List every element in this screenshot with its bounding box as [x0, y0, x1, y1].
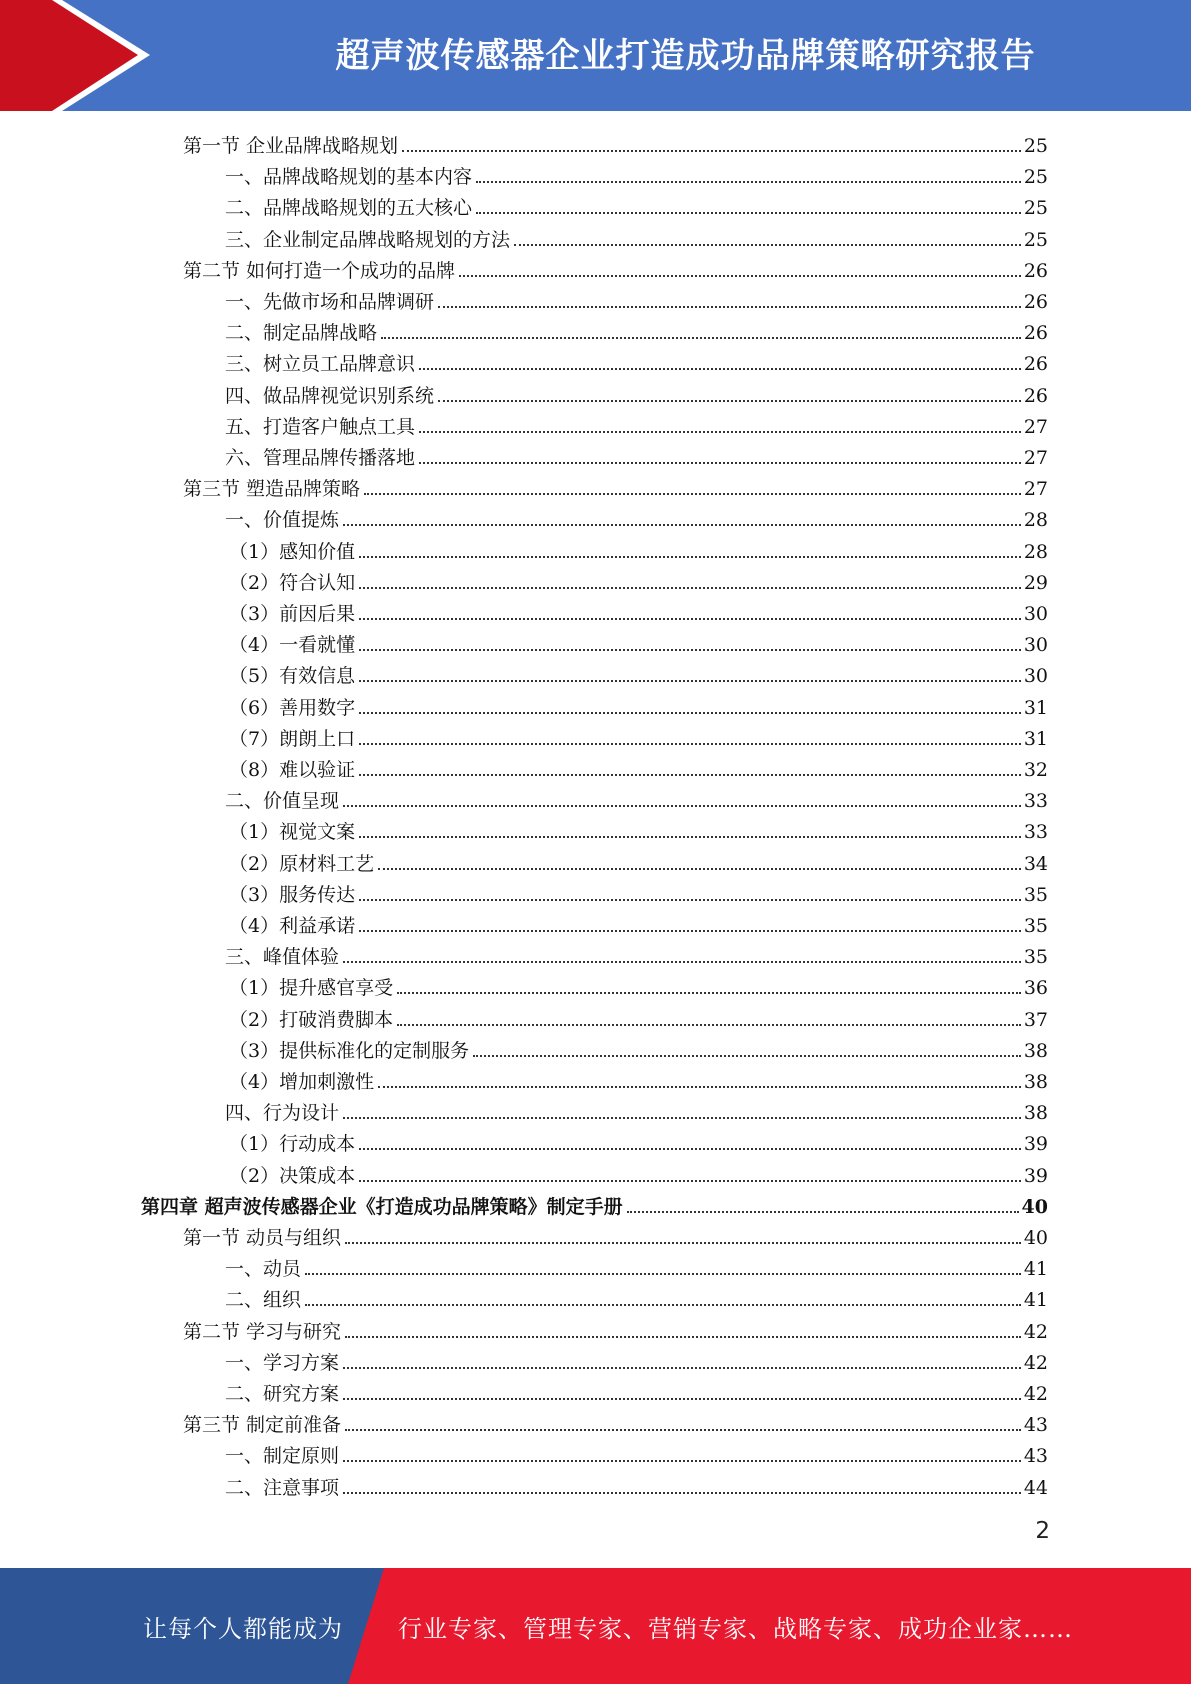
toc-entry[interactable]	[225, 501, 1048, 532]
toc-entry[interactable]	[229, 876, 1048, 907]
toc-entry-title: （3）服务传达	[229, 883, 356, 906]
toc-entry[interactable]	[225, 189, 1048, 220]
toc-entry-page: 28	[1023, 509, 1048, 532]
toc-dot-leader	[364, 493, 1021, 495]
toc-entry[interactable]	[229, 751, 1048, 782]
toc-entry-title: 一、品牌战略规划的基本内容	[225, 166, 473, 189]
toc-entry-title: 一、价值提炼	[225, 509, 340, 532]
toc-entry-title: 第一节 企业品牌战略规划	[183, 135, 399, 157]
toc-entry-title: 六、管理品牌传播落地	[225, 447, 416, 469]
toc-entry-title: 第三节 制定前准备	[183, 1414, 342, 1437]
toc-entry-page: 35	[1023, 883, 1048, 906]
toc-dot-leader	[381, 337, 1021, 339]
toc-entry[interactable]	[225, 283, 1048, 314]
toc-dot-leader	[345, 1336, 1021, 1338]
toc-entry[interactable]	[229, 533, 1048, 564]
toc-entry-title: （1）行动成本	[229, 1133, 356, 1156]
toc-entry-page: 36	[1023, 977, 1048, 1000]
toc-entry-title: （7）朗朗上口	[229, 727, 356, 750]
toc-dot-leader	[345, 1242, 1021, 1244]
toc-entry[interactable]	[229, 657, 1048, 688]
toc-entry[interactable]	[183, 1219, 1048, 1250]
toc-dot-leader	[627, 1211, 1019, 1213]
toc-dot-leader	[359, 899, 1021, 901]
toc-entry-title: 一、动员	[225, 1258, 302, 1281]
header-arrow-icon	[0, 0, 160, 111]
toc-dot-leader	[359, 712, 1021, 714]
toc-entry[interactable]	[229, 845, 1048, 876]
toc-entry-page: 32	[1023, 759, 1048, 781]
toc-entry[interactable]	[225, 1344, 1048, 1375]
toc-entry[interactable]	[183, 470, 1048, 501]
toc-entry[interactable]	[229, 564, 1048, 595]
toc-dot-leader	[397, 1024, 1021, 1026]
toc-dot-leader	[402, 150, 1021, 152]
toc-entry-page: 40	[1023, 1227, 1048, 1249]
toc-entry-page: 40	[1021, 1195, 1048, 1218]
toc-entry-page: 33	[1023, 821, 1048, 844]
toc-entry[interactable]	[225, 314, 1048, 345]
toc-entry-title: 二、研究方案	[225, 1383, 340, 1405]
toc-entry-page: 38	[1023, 1102, 1048, 1125]
toc-entry-page: 35	[1023, 915, 1048, 937]
toc-dot-leader	[343, 524, 1021, 526]
toc-entry-title: （4）增加刺激性	[229, 1071, 375, 1093]
toc-entry[interactable]	[229, 813, 1048, 844]
toc-entry[interactable]	[225, 408, 1048, 439]
toc-dot-leader	[359, 743, 1021, 745]
toc-entry-page: 27	[1023, 478, 1048, 501]
toc-entry-page: 38	[1023, 1039, 1048, 1062]
toc-entry-page: 44	[1023, 1476, 1048, 1499]
toc-dot-leader	[359, 774, 1021, 776]
toc-entry-title: （2）原材料工艺	[229, 852, 375, 875]
toc-dot-leader	[345, 1429, 1021, 1431]
toc-entry[interactable]	[229, 969, 1048, 1000]
toc-entry-page: 37	[1023, 1008, 1048, 1031]
toc-entry[interactable]	[225, 782, 1048, 813]
toc-entry-title: （8）难以验证	[229, 759, 356, 781]
toc-entry-page: 43	[1023, 1445, 1048, 1468]
toc-entry-title: （3）提供标准化的定制服务	[229, 1039, 470, 1062]
toc-entry-page: 26	[1023, 353, 1048, 376]
toc-entry[interactable]	[229, 1157, 1048, 1188]
toc-entry[interactable]	[225, 1469, 1048, 1500]
toc-entry-title: 一、制定原则	[225, 1445, 340, 1468]
toc-entry-page: 27	[1023, 415, 1048, 438]
toc-entry-page: 26	[1023, 322, 1048, 345]
toc-entry[interactable]	[225, 1094, 1048, 1125]
toc-entry-page: 28	[1023, 540, 1048, 563]
toc-dot-leader	[397, 992, 1021, 994]
toc-entry-page: 26	[1023, 291, 1048, 313]
header-band	[0, 0, 1191, 111]
toc-dot-leader	[359, 930, 1021, 932]
toc-dot-leader	[438, 400, 1021, 402]
toc-entry[interactable]	[229, 907, 1048, 938]
toc-entry-title: 二、注意事项	[225, 1476, 340, 1499]
toc-dot-leader	[419, 368, 1021, 370]
toc-entry-page: 42	[1023, 1383, 1048, 1405]
toc-entry[interactable]	[183, 252, 1048, 283]
toc-entry[interactable]	[229, 1063, 1048, 1094]
toc-entry-title: 第二节 学习与研究	[183, 1320, 342, 1343]
toc-entry-title: 三、树立员工品牌意识	[225, 353, 416, 376]
toc-entry-page: 30	[1023, 603, 1048, 625]
toc-entry-page: 25	[1023, 166, 1048, 189]
toc-dot-leader	[359, 1180, 1021, 1182]
toc-entry-title: 四、做品牌视觉识别系统	[225, 384, 435, 407]
toc-dot-leader	[359, 649, 1021, 651]
toc-entry[interactable]	[141, 1188, 1048, 1219]
toc-entry-title: 一、先做市场和品牌调研	[225, 291, 435, 313]
toc-entry[interactable]	[225, 1250, 1048, 1281]
toc-entry-page: 31	[1023, 696, 1048, 719]
toc-entry-page: 43	[1023, 1414, 1048, 1437]
toc-entry-title: （1）感知价值	[229, 540, 356, 563]
toc-entry[interactable]	[225, 938, 1048, 969]
toc-dot-leader	[438, 306, 1021, 308]
document-title: 超声波传感器企业打造成功品牌策略研究报告	[335, 35, 1036, 76]
toc-entry-title: 三、峰值体验	[225, 946, 340, 969]
toc-entry[interactable]	[225, 1281, 1048, 1312]
toc-dot-leader	[476, 181, 1021, 183]
footer-band	[0, 1568, 1191, 1684]
toc-dot-leader	[419, 431, 1021, 433]
toc-dot-leader	[378, 868, 1021, 870]
toc-entry-page: 34	[1023, 852, 1048, 875]
toc-entry-title: 二、制定品牌战略	[225, 322, 378, 345]
toc-dot-leader	[473, 1055, 1021, 1057]
toc-entry-page: 33	[1023, 790, 1048, 813]
toc-dot-leader	[476, 212, 1021, 214]
toc-entry-page: 42	[1023, 1351, 1048, 1374]
toc-entry[interactable]	[225, 439, 1048, 470]
footer-slogan-right: 行业专家、管理专家、营销专家、战略专家、成功企业家……	[398, 1614, 1073, 1643]
toc-entry[interactable]	[183, 1313, 1048, 1344]
toc-entry-title: （6）善用数字	[229, 696, 356, 719]
toc-entry[interactable]	[229, 595, 1048, 626]
toc-entry[interactable]	[225, 345, 1048, 376]
toc-dot-leader	[343, 1398, 1021, 1400]
toc-entry[interactable]	[183, 127, 1048, 158]
toc-entry-page: 30	[1023, 634, 1048, 657]
toc-entry-title: 第一节 动员与组织	[183, 1227, 342, 1249]
toc-dot-leader	[359, 556, 1021, 558]
toc-entry[interactable]	[229, 720, 1048, 751]
toc-dot-leader	[359, 587, 1021, 589]
toc-entry[interactable]	[225, 1437, 1048, 1468]
toc-dot-leader	[459, 275, 1021, 277]
toc-entry-title: （5）有效信息	[229, 665, 356, 688]
toc-entry-page: 39	[1023, 1133, 1048, 1156]
toc-entry-page: 25	[1023, 135, 1048, 157]
toc-entry[interactable]	[229, 1125, 1048, 1156]
toc-entry-title: （1）视觉文案	[229, 821, 356, 844]
toc-entry-title: （4）利益承诺	[229, 915, 356, 937]
toc-entry-page: 38	[1023, 1071, 1048, 1093]
toc-entry-title: （2）打破消费脚本	[229, 1008, 394, 1031]
toc-dot-leader	[305, 1304, 1021, 1306]
toc-entry-title: 第二节 如何打造一个成功的品牌	[183, 259, 456, 282]
toc-entry-page: 35	[1023, 946, 1048, 969]
toc-entry-page: 26	[1023, 384, 1048, 407]
toc-dot-leader	[419, 462, 1021, 464]
toc-entry-page: 39	[1023, 1164, 1048, 1187]
footer-slogan-left: 让每个人都能成为	[143, 1614, 343, 1643]
toc-entry-title: （4）一看就懂	[229, 634, 356, 657]
toc-entry[interactable]	[225, 377, 1048, 408]
toc-entry-title: （2）决策成本	[229, 1164, 356, 1187]
toc-entry-title: （2）符合认知	[229, 571, 356, 594]
toc-entry-title: 五、打造客户触点工具	[225, 415, 416, 438]
toc-dot-leader	[343, 1117, 1021, 1119]
toc-dot-leader	[359, 680, 1021, 682]
toc-entry-title: 第三节 塑造品牌策略	[183, 478, 361, 501]
toc-entry-page: 26	[1023, 259, 1048, 282]
toc-dot-leader	[343, 1492, 1021, 1494]
toc-dot-leader	[343, 1460, 1021, 1462]
toc-entry-page: 41	[1023, 1289, 1048, 1312]
toc-dot-leader	[359, 1148, 1021, 1150]
toc-entry-page: 41	[1023, 1258, 1048, 1281]
toc-entry[interactable]	[225, 1375, 1048, 1406]
toc-dot-leader	[378, 1086, 1021, 1088]
toc-dot-leader	[343, 1367, 1021, 1369]
toc-entry-title: 二、组织	[225, 1289, 302, 1312]
toc-entry-title: 一、学习方案	[225, 1351, 340, 1374]
toc-entry-title: 第四章 超声波传感器企业《打造成功品牌策略》制定手册	[141, 1195, 623, 1218]
toc-entry-page: 42	[1023, 1320, 1048, 1343]
toc-entry-title: 二、品牌战略规划的五大核心	[225, 197, 473, 220]
toc-dot-leader	[359, 836, 1021, 838]
toc-entry-page: 27	[1023, 447, 1048, 469]
toc-entry[interactable]	[229, 1001, 1048, 1032]
toc-entry-page: 25	[1023, 228, 1048, 251]
toc-dot-leader	[359, 618, 1021, 620]
toc-entry[interactable]	[225, 158, 1048, 189]
toc-entry-page: 25	[1023, 197, 1048, 220]
toc-entry-title: 二、价值呈现	[225, 790, 340, 813]
toc-entry-title: （3）前因后果	[229, 603, 356, 625]
toc-entry[interactable]	[229, 689, 1048, 720]
toc-dot-leader	[343, 805, 1021, 807]
toc-entry-title: （1）提升感官享受	[229, 977, 394, 1000]
toc-entry-page: 31	[1023, 727, 1048, 750]
toc-entry-page: 29	[1023, 571, 1048, 594]
page-number: 2	[1035, 1518, 1050, 1544]
toc-entry[interactable]	[229, 1032, 1048, 1063]
toc-dot-leader	[305, 1273, 1021, 1275]
toc-entry-page: 30	[1023, 665, 1048, 688]
toc-dot-leader	[343, 961, 1021, 963]
toc-entry-title: 四、行为设计	[225, 1102, 340, 1125]
toc-entry[interactable]	[229, 626, 1048, 657]
toc-entry[interactable]	[225, 221, 1048, 252]
toc-dot-leader	[514, 244, 1021, 246]
toc-entry[interactable]	[183, 1406, 1048, 1437]
toc-entry-title: 三、企业制定品牌战略规划的方法	[225, 228, 511, 251]
